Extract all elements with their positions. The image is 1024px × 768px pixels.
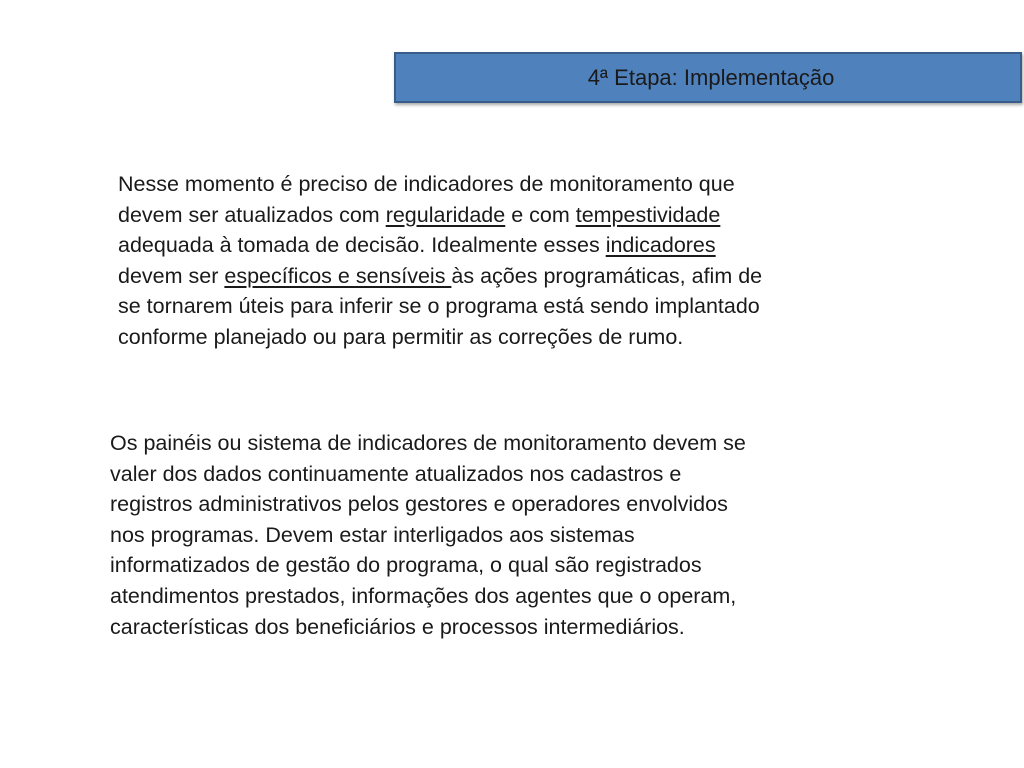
text-segment: devem ser atualizados com [118, 202, 386, 227]
text-segment: Nesse momento é preciso de indicadores de monitoramento que [118, 172, 735, 196]
text-segment: às ações programáticas, afim de [451, 263, 763, 288]
underlined-term-regularidade: regularidade [385, 202, 506, 227]
slide-title: 4ª Etapa: Implementação [587, 64, 835, 90]
underlined-term-tempestividade: tempestividade [575, 202, 721, 227]
paragraph-indicators [118, 169, 908, 353]
paragraph1-line [118, 200, 908, 231]
text-segment: conforme planejado ou para permitir as correções de rumo. [118, 324, 684, 349]
underlined-term-especificos: específicos e sensíveis [224, 263, 452, 288]
paragraph1-line [118, 230, 908, 261]
paragraph2-line: informatizados de gestão do programa, o qual são registrados [110, 553, 702, 578]
paragraph1-line [118, 261, 908, 292]
paragraph2-line: valer dos dados continuamente atualizados nos cadastros e [110, 461, 682, 486]
paragraph2-line: Os painéis ou sistema de indicadores de monitoramento devem se [110, 431, 746, 455]
paragraph-panels [110, 428, 900, 642]
paragraph2-line: nos programas. Devem estar interligados aos sistemas [110, 522, 635, 547]
paragraph1-line [118, 169, 908, 200]
paragraph2-line: registros administrativos pelos gestores e operadores envolvidos [110, 492, 728, 517]
text-segment: se tornarem úteis para inferir se o programa está sendo implantado [118, 294, 760, 319]
paragraph1-line [118, 291, 908, 322]
underlined-term-indicadores: indicadores [605, 233, 716, 258]
text-segment: e com [505, 202, 576, 227]
paragraph1-line [118, 322, 908, 353]
slide-title-box [394, 52, 1022, 103]
paragraph2-line: atendimentos prestados, informações dos agentes que o operam, [110, 583, 737, 608]
paragraph2-line: características dos beneficiários e processos intermediários. [110, 614, 685, 639]
text-segment: devem ser [118, 263, 225, 288]
text-segment: adequada à tomada de decisão. Idealmente esses [118, 233, 606, 258]
